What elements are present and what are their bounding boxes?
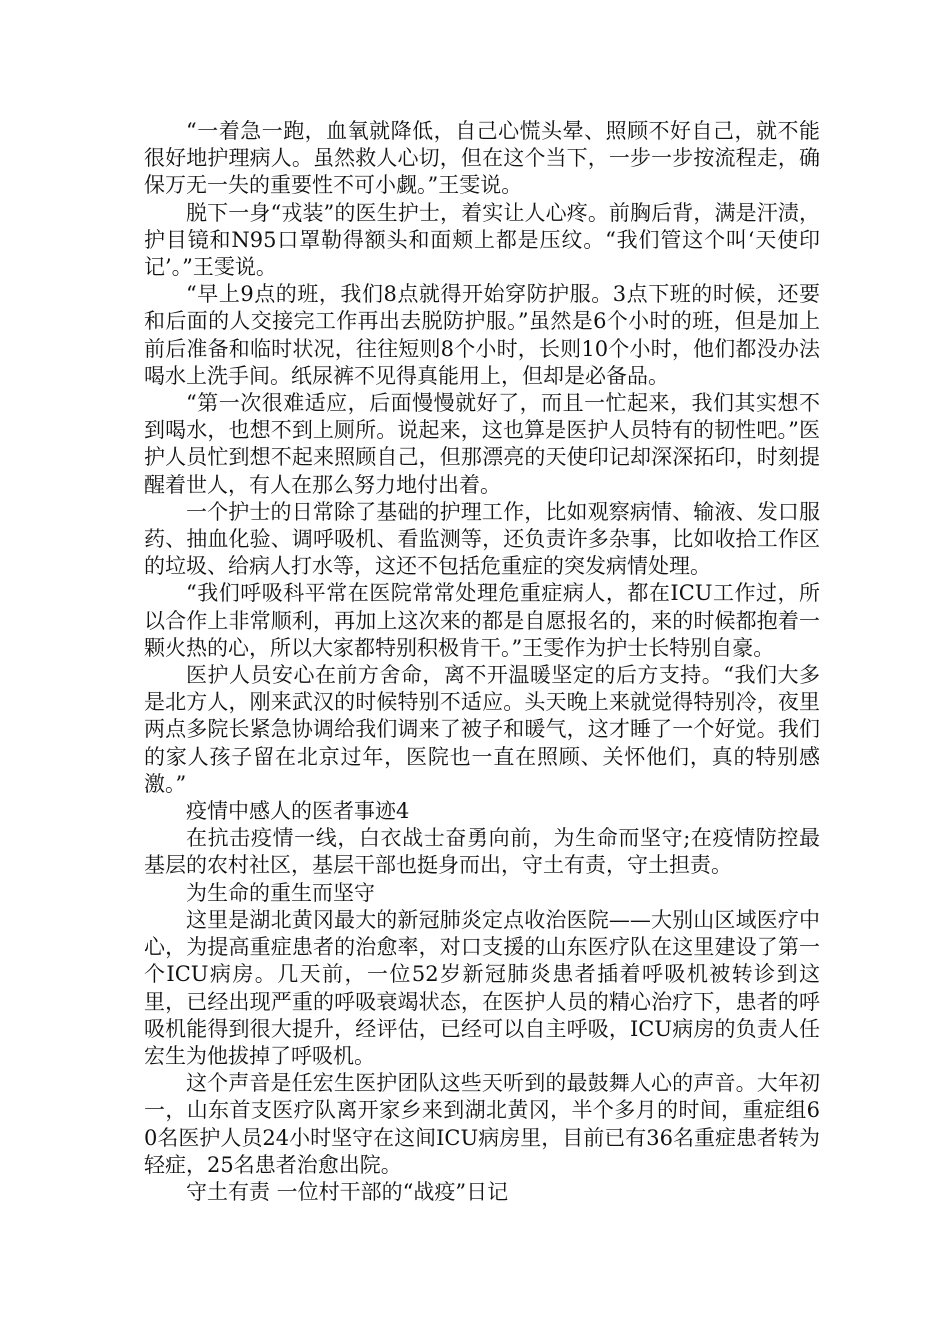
paragraph-4: “第一次很难适应，后面慢慢就好了，而且一忙起来，我们其实想不到喝水，也想不到上厕所。说起来，这也算是医护人员特有的韧性吧。”医护人员忙到想不起来照顾自己，但那漂亮的天使印记却深深拓印，时刻提醒着世人，有人在那么努力地付出着。 [144, 391, 820, 497]
paragraph-8: 在抗击疫情一线，白衣战士奋勇向前，为生命而坚守;在疫情防控最基层的农村社区，基层干部也挺身而出，守土有责，守土担责。 [144, 826, 820, 878]
paragraph-9: 这里是湖北黄冈最大的新冠肺炎定点收治医院——大别山区域医疗中心，为提高重症患者的治愈率，对口支援的山东医疗队在这里建设了第一个ICU病房。几天前，一位52岁新冠肺炎患者插着呼吸机被转诊到这里，已经出现严重的呼吸衰竭状态，在医护人员的精心治疗下，患者的呼吸机能得到很大提升，经评估，已经可以自主呼吸，ICU病房的负责人任宏生为他拔掉了呼吸机。 [144, 907, 820, 1068]
section-heading-rebirth: 为生命的重生而坚守 [186, 880, 375, 905]
paragraph-5: 一个护士的日常除了基础的护理工作，比如观察病情、输液、发口服药、抽血化验、调呼吸机、看监测等，还负责许多杂事，比如收拾工作区的垃圾、给病人打水等，这还不包括危重症的突发病情处理。 [144, 499, 820, 579]
section-heading-story-4: 疫情中感人的医者事迹4 [186, 799, 410, 824]
paragraph-10: 这个声音是任宏生医护团队这些天听到的最鼓舞人心的声音。大年初一，山东首支医疗队离开家乡来到湖北黄冈，半个多月的时间，重症组60名医护人员24小时坚守在这间ICU病房里，目前已有36名重症患者转为轻症，25名患者治愈出院。 [144, 1071, 820, 1177]
section-heading-diary: 守土有责 一位村干部的“战疫”日记 [186, 1179, 509, 1204]
document-body [144, 118, 820, 1206]
paragraph-7: 医护人员安心在前方舍命，离不开温暖坚定的后方支持。“我们大多是北方人，刚来武汉的时候特别不适应。头天晚上来就觉得特别冷，夜里两点多院长紧急协调给我们调来了被子和暖气，这才睡了一个好觉。我们的家人孩子留在北京过年，医院也一直在照顾、关怀他们，真的特别感激。” [144, 663, 820, 796]
paragraph-2: 脱下一身“戎装”的医生护士，着实让人心疼。前胸后背，满是汗渍，护目镜和N95口罩勒得额头和面颊上都是压纹。“我们管这个叫‘天使印记’。”王雯说。 [144, 200, 820, 280]
paragraph-3: “早上9点的班，我们8点就得开始穿防护服。3点下班的时候，还要和后面的人交接完工作再出去脱防护服。”虽然是6个小时的班，但是加上前后准备和临时状况，往往短则8个小时，长则10个小时，他们都没办法喝水上洗手间。纸尿裤不见得真能用上，但却是必备品。 [144, 282, 820, 388]
paragraph-1: “一着急一跑，血氧就降低，自己心慌头晕、照顾不好自己，就不能很好地护理病人。虽然救人心切，但在这个当下，一步一步按流程走，确保万无一失的重要性不可小觑。”王雯说。 [144, 119, 820, 198]
paragraph-6: “我们呼吸科平常在医院常常处理危重症病人，都在ICU工作过，所以合作上非常顺利，再加上这次来的都是自愿报名的，来的时候都抱着一颗火热的心，所以大家都特别积极肯干。”王雯作为护士长特别自豪。 [144, 581, 820, 660]
